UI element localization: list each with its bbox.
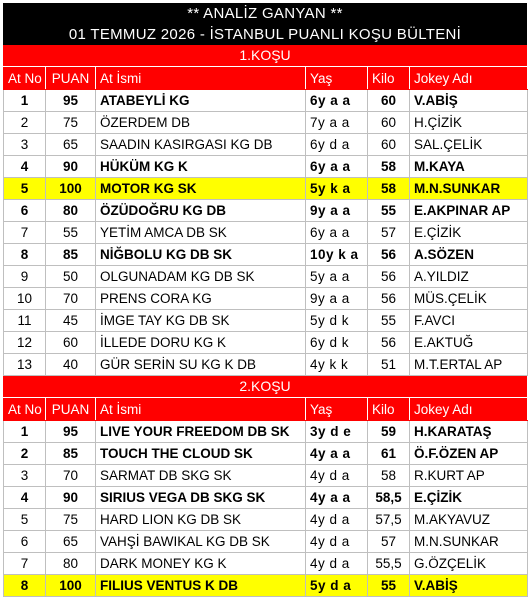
cell-jokey-adi: E.ÇİZİK [410, 487, 528, 509]
cell-puan: 90 [46, 156, 96, 178]
cell-at-ismi: ÖZERDEM DB [96, 112, 306, 134]
cell-at-no: 5 [4, 509, 46, 531]
table-row [4, 354, 528, 376]
cell-kilo: 57 [368, 222, 410, 244]
cell-kilo: 58,5 [368, 487, 410, 509]
cell-kilo: 60 [368, 112, 410, 134]
cell-at-ismi: DARK MONEY KG K [96, 553, 306, 575]
table-row [4, 266, 528, 288]
cell-yas: 6y d a [306, 134, 368, 156]
cell-at-ismi: MOTOR KG SK [96, 178, 306, 200]
title-bar [3, 3, 527, 45]
cell-at-ismi: OLGUNADAM KG DB SK [96, 266, 306, 288]
cell-kilo: 61 [368, 443, 410, 465]
cell-yas: 9y a a [306, 200, 368, 222]
cell-jokey-adi: Ö.F.ÖZEN AP [410, 443, 528, 465]
cell-jokey-adi: V.ABİŞ [410, 90, 528, 112]
cell-jokey-adi: E.AKPINAR AP [410, 200, 528, 222]
cell-at-ismi: SARMAT DB SKG SK [96, 465, 306, 487]
table-row [4, 487, 528, 509]
column-header-at-ismi: At İsmi [96, 399, 306, 421]
cell-yas: 7y a a [306, 112, 368, 134]
cell-kilo: 59 [368, 421, 410, 443]
cell-jokey-adi: A.SÖZEN [410, 244, 528, 266]
cell-kilo: 58 [368, 156, 410, 178]
table-row [4, 531, 528, 553]
cell-at-no: 4 [4, 487, 46, 509]
cell-jokey-adi: E.ÇİZİK [410, 222, 528, 244]
cell-jokey-adi: M.N.SUNKAR [410, 531, 528, 553]
cell-yas: 6y a a [306, 90, 368, 112]
bulletin-sheet [3, 3, 527, 597]
cell-kilo: 55 [368, 200, 410, 222]
cell-jokey-adi: E.AKTUĞ [410, 332, 528, 354]
column-header-kilo: Kilo [368, 68, 410, 90]
cell-at-ismi: SIRIUS VEGA DB SKG SK [96, 487, 306, 509]
cell-jokey-adi: G.ÖZÇELİK [410, 553, 528, 575]
column-header-yas: Yaş [306, 68, 368, 90]
table-row [4, 465, 528, 487]
cell-puan: 80 [46, 200, 96, 222]
column-header-at-ismi: At İsmi [96, 68, 306, 90]
cell-at-no: 3 [4, 134, 46, 156]
cell-puan: 65 [46, 531, 96, 553]
cell-at-ismi: PRENS CORA KG [96, 288, 306, 310]
page-title: ** ANALİZ GANYAN ** [187, 5, 343, 22]
cell-kilo: 56 [368, 266, 410, 288]
cell-puan: 60 [46, 332, 96, 354]
cell-puan: 65 [46, 134, 96, 156]
cell-at-ismi: YETİM AMCA DB SK [96, 222, 306, 244]
column-header-row [4, 68, 528, 90]
cell-at-ismi: VAHŞİ BAWIKAL KG DB SK [96, 531, 306, 553]
cell-jokey-adi: V.ABİŞ [410, 575, 528, 597]
cell-yas: 10y k a [306, 244, 368, 266]
cell-yas: 4y d a [306, 531, 368, 553]
cell-puan: 80 [46, 553, 96, 575]
table-row [4, 90, 528, 112]
cell-kilo: 51 [368, 354, 410, 376]
column-header-puan: PUAN [46, 68, 96, 90]
cell-at-no: 2 [4, 443, 46, 465]
cell-yas: 5y k a [306, 178, 368, 200]
cell-puan: 45 [46, 310, 96, 332]
cell-yas: 5y a a [306, 266, 368, 288]
cell-puan: 100 [46, 178, 96, 200]
cell-kilo: 57,5 [368, 509, 410, 531]
column-header-puan: PUAN [46, 399, 96, 421]
table-row [4, 200, 528, 222]
cell-puan: 95 [46, 90, 96, 112]
cell-at-no: 7 [4, 222, 46, 244]
cell-at-no: 6 [4, 200, 46, 222]
cell-jokey-adi: M.N.SUNKAR [410, 178, 528, 200]
table-row [4, 443, 528, 465]
cell-jokey-adi: M.KAYA [410, 156, 528, 178]
cell-puan: 75 [46, 509, 96, 531]
cell-kilo: 60 [368, 134, 410, 156]
cell-at-no: 10 [4, 288, 46, 310]
cell-at-ismi: HARD LION KG DB SK [96, 509, 306, 531]
cell-yas: 6y a a [306, 156, 368, 178]
cell-at-ismi: ATABEYLİ KG [96, 90, 306, 112]
cell-kilo: 55 [368, 575, 410, 597]
cell-puan: 70 [46, 288, 96, 310]
table-row [4, 222, 528, 244]
cell-at-no: 8 [4, 575, 46, 597]
cell-at-ismi: TOUCH THE CLOUD SK [96, 443, 306, 465]
cell-at-no: 1 [4, 90, 46, 112]
cell-yas: 5y d a [306, 575, 368, 597]
cell-yas: 4y d a [306, 553, 368, 575]
cell-kilo: 56 [368, 332, 410, 354]
cell-at-no: 6 [4, 531, 46, 553]
cell-at-no: 4 [4, 156, 46, 178]
cell-at-ismi: GÜR SERİN SU KG K DB [96, 354, 306, 376]
cell-at-no: 9 [4, 266, 46, 288]
table-row [4, 421, 528, 443]
table-row [4, 509, 528, 531]
cell-jokey-adi: R.KURT AP [410, 465, 528, 487]
cell-yas: 4y d a [306, 509, 368, 531]
cell-jokey-adi: F.AVCI [410, 310, 528, 332]
cell-at-ismi: ÖZÜDOĞRU KG DB [96, 200, 306, 222]
cell-at-no: 5 [4, 178, 46, 200]
cell-kilo: 57 [368, 531, 410, 553]
cell-at-no: 11 [4, 310, 46, 332]
cell-puan: 85 [46, 244, 96, 266]
cell-puan: 75 [46, 112, 96, 134]
column-header-jokey-adi: Jokey Adı [410, 399, 528, 421]
cell-puan: 70 [46, 465, 96, 487]
cell-kilo: 55 [368, 310, 410, 332]
cell-kilo: 55,5 [368, 553, 410, 575]
cell-at-ismi: İMGE TAY KG DB SK [96, 310, 306, 332]
cell-yas: 5y d k [306, 310, 368, 332]
cell-at-no: 1 [4, 421, 46, 443]
cell-kilo: 58 [368, 465, 410, 487]
table-row [4, 156, 528, 178]
table-row [4, 553, 528, 575]
cell-at-no: 12 [4, 332, 46, 354]
cell-at-ismi: HÜKÜM KG K [96, 156, 306, 178]
table-row [4, 244, 528, 266]
cell-at-no: 13 [4, 354, 46, 376]
race-header: 2.KOŞU [3, 376, 527, 398]
cell-kilo: 56 [368, 244, 410, 266]
cell-at-no: 3 [4, 465, 46, 487]
cell-kilo: 60 [368, 90, 410, 112]
table-row [4, 288, 528, 310]
cell-jokey-adi: H.KARATAŞ [410, 421, 528, 443]
race-table [3, 67, 528, 376]
cell-at-no: 7 [4, 553, 46, 575]
table-row [4, 575, 528, 597]
cell-puan: 90 [46, 487, 96, 509]
cell-yas: 4y a a [306, 487, 368, 509]
cell-puan: 50 [46, 266, 96, 288]
cell-kilo: 56 [368, 288, 410, 310]
table-row [4, 332, 528, 354]
cell-yas: 9y a a [306, 288, 368, 310]
cell-at-ismi: İLLEDE DORU KG K [96, 332, 306, 354]
cell-puan: 85 [46, 443, 96, 465]
cell-puan: 100 [46, 575, 96, 597]
cell-at-no: 8 [4, 244, 46, 266]
column-header-at-no: At No [4, 68, 46, 90]
races-container [3, 45, 527, 597]
cell-jokey-adi: SAL.ÇELİK [410, 134, 528, 156]
cell-at-ismi: SAADIN KASIRGASI KG DB [96, 134, 306, 156]
table-row [4, 178, 528, 200]
column-header-row [4, 399, 528, 421]
race-header: 1.KOŞU [3, 45, 527, 67]
cell-yas: 3y d e [306, 421, 368, 443]
column-header-yas: Yaş [306, 399, 368, 421]
cell-yas: 6y d k [306, 332, 368, 354]
cell-puan: 55 [46, 222, 96, 244]
race-table [3, 398, 528, 597]
cell-at-ismi: FILIUS VENTUS K DB [96, 575, 306, 597]
cell-jokey-adi: A.YILDIZ [410, 266, 528, 288]
table-row [4, 134, 528, 156]
table-row [4, 310, 528, 332]
cell-jokey-adi: MÜS.ÇELİK [410, 288, 528, 310]
table-row [4, 112, 528, 134]
cell-yas: 4y k k [306, 354, 368, 376]
cell-yas: 4y d a [306, 465, 368, 487]
page-subtitle: 01 TEMMUZ 2026 - İSTANBUL PUANLI KOŞU BÜLTENİ [68, 26, 462, 43]
cell-at-ismi: NİĞBOLU KG DB SK [96, 244, 306, 266]
cell-yas: 6y a a [306, 222, 368, 244]
cell-jokey-adi: H.ÇİZİK [410, 112, 528, 134]
cell-at-ismi: LIVE YOUR FREEDOM DB SK [96, 421, 306, 443]
column-header-jokey-adi: Jokey Adı [410, 68, 528, 90]
cell-puan: 40 [46, 354, 96, 376]
cell-yas: 4y a a [306, 443, 368, 465]
cell-at-no: 2 [4, 112, 46, 134]
cell-jokey-adi: M.AKYAVUZ [410, 509, 528, 531]
column-header-kilo: Kilo [368, 399, 410, 421]
cell-puan: 95 [46, 421, 96, 443]
column-header-at-no: At No [4, 399, 46, 421]
cell-kilo: 58 [368, 178, 410, 200]
cell-jokey-adi: M.T.ERTAL AP [410, 354, 528, 376]
